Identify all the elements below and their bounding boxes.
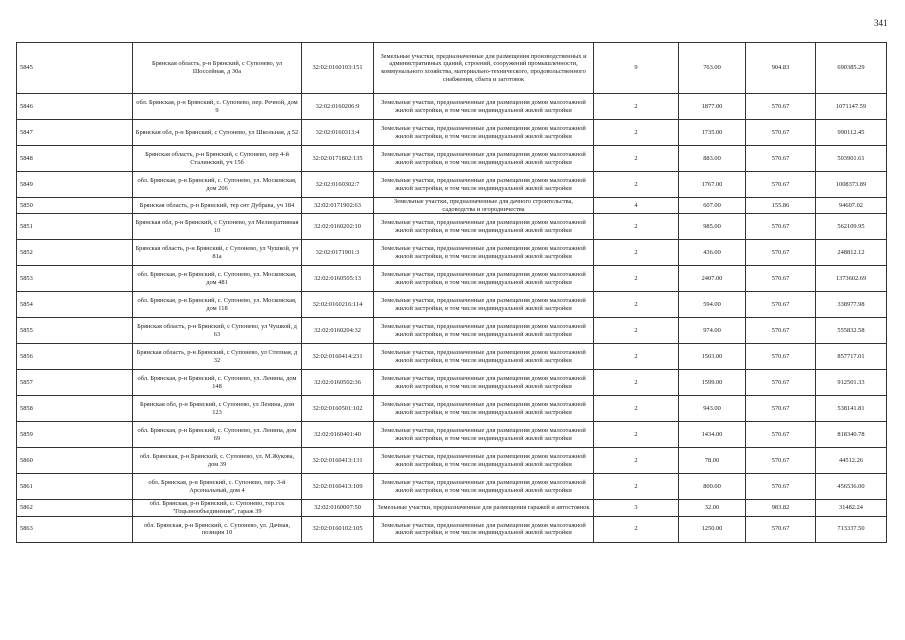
row-number-cell: 5857 <box>17 370 133 396</box>
table-row <box>17 448 887 474</box>
group-number-cell: 2 <box>594 94 679 120</box>
area-cell: 1735.00 <box>679 120 746 146</box>
specific-value-cell: 570.67 <box>746 474 816 500</box>
cadastral-value-cell: 248812.12 <box>816 240 887 266</box>
address-cell: Брянская обл, р-н Брянский, с Супонево, ул Школьная, д 52 <box>133 120 302 146</box>
specific-value-cell: 570.67 <box>746 396 816 422</box>
specific-value-cell: 570.67 <box>746 448 816 474</box>
group-number-cell: 2 <box>594 146 679 172</box>
row-number-cell: 5850 <box>17 198 133 214</box>
land-use-purpose-cell: Земельные участки, предназначенные для размещения домов малоэтажной жилой застройки, в том числе индивидуальной жилой застройки <box>374 516 594 542</box>
row-number-cell: 5853 <box>17 266 133 292</box>
table-row <box>17 344 887 370</box>
table-row <box>17 94 887 120</box>
group-number-cell: 2 <box>594 240 679 266</box>
area-cell: 883.00 <box>679 146 746 172</box>
cadastral-number-cell: 32:02:0171902:63 <box>302 198 374 214</box>
cadastral-number-cell: 32:02:0160202:10 <box>302 214 374 240</box>
group-number-cell: 2 <box>594 516 679 542</box>
land-use-purpose-cell: Земельные участки, предназначенные для размещения домов малоэтажной жилой застройки, в том числе индивидуальной жилой застройки <box>374 292 594 318</box>
area-cell: 1250.00 <box>679 516 746 542</box>
address-cell: Брянская обл, р-н Брянский, с Супонево, ул Мелиоративная 10 <box>133 214 302 240</box>
group-number-cell: 2 <box>594 370 679 396</box>
area-cell: 1503.00 <box>679 344 746 370</box>
table-row <box>17 422 887 448</box>
address-cell: обл. Брянская, р-н Брянский, с. Супонево, ул. Ленина, дом 69 <box>133 422 302 448</box>
table-body <box>17 43 887 543</box>
address-cell: Брянская область, р-н Брянский, с Супонево, ул Чушкой, уч 81а <box>133 240 302 266</box>
land-use-purpose-cell: Земельные участки, предназначенные для размещения домов малоэтажной жилой застройки, в том числе индивидуальной жилой застройки <box>374 94 594 120</box>
row-number-cell: 5845 <box>17 43 133 94</box>
row-number-cell: 5858 <box>17 396 133 422</box>
cadastral-number-cell: 32:02:0160204:32 <box>302 318 374 344</box>
land-use-purpose-cell: Земельные участки, предназначенные для размещения домов малоэтажной жилой застройки, в том числе индивидуальной жилой застройки <box>374 344 594 370</box>
specific-value-cell: 570.67 <box>746 370 816 396</box>
group-number-cell: 2 <box>594 172 679 198</box>
table-row <box>17 43 887 94</box>
area-cell: 1877.00 <box>679 94 746 120</box>
land-use-purpose-cell: Земельные участки, предназначенные для размещения домов малоэтажной жилой застройки, в том числе индивидуальной жилой застройки <box>374 240 594 266</box>
specific-value-cell: 570.67 <box>746 120 816 146</box>
specific-value-cell: 570.67 <box>746 214 816 240</box>
address-cell: Брянская область, р-н Брянский, с Супонево, пер 4-й Сталинский, уч 15б <box>133 146 302 172</box>
address-cell: обл. Брянская, р-н Брянский, с. Супонево, ул. Дачная, позиция 10 <box>133 516 302 542</box>
page-number: 341 <box>874 18 888 28</box>
group-number-cell: 2 <box>594 474 679 500</box>
address-cell: Брянская область, р-н Брянский, с Супонево, ул Степная, д 32 <box>133 344 302 370</box>
address-cell: обл. Брянская, р-н Брянский, с. Супонево, ул. Московская, дом 206 <box>133 172 302 198</box>
cadastral-value-cell: 456536.00 <box>816 474 887 500</box>
table-row <box>17 120 887 146</box>
address-cell: обл. Брянская, р-н Брянский, с. Супонево, ул. М.Жукова, дом 39 <box>133 448 302 474</box>
group-number-cell: 2 <box>594 318 679 344</box>
area-cell: 436.00 <box>679 240 746 266</box>
address-cell: Брянская область, р-н Брянский, с Супонево, ул Шоссейная, д 30а <box>133 43 302 94</box>
table-row <box>17 266 887 292</box>
land-use-purpose-cell: Земельные участки, предназначенные для размещения домов малоэтажной жилой застройки, в том числе индивидуальной жилой застройки <box>374 318 594 344</box>
cadastral-number-cell: 32:02:0160414:231 <box>302 344 374 370</box>
group-number-cell: 2 <box>594 422 679 448</box>
cadastral-value-cell: 713337.50 <box>816 516 887 542</box>
table-row <box>17 172 887 198</box>
land-use-purpose-cell: Земельные участки, предназначенные для размещения производственных и административных зданий, строений, сооружений промышленности, коммунального хозяйства, материально-технического, продовольственного снабжения, сбыта и заготовок <box>374 43 594 94</box>
row-number-cell: 5860 <box>17 448 133 474</box>
cadastral-number-cell: 32:02:0160401:40 <box>302 422 374 448</box>
address-cell: обл. Брянская, р-н Брянский, с. Супонево, ул. Московская, дом 481 <box>133 266 302 292</box>
group-number-cell: 2 <box>594 448 679 474</box>
land-use-purpose-cell: Земельные участки, предназначенные для размещения домов малоэтажной жилой застройки, в том числе индивидуальной жилой застройки <box>374 370 594 396</box>
table-row <box>17 370 887 396</box>
cadastral-value-cell: 690385.29 <box>816 43 887 94</box>
group-number-cell: 2 <box>594 214 679 240</box>
cadastral-number-cell: 32:02:0160206:9 <box>302 94 374 120</box>
area-cell: 32.00 <box>679 500 746 516</box>
land-use-purpose-cell: Земельные участки, предназначенные для размещения домов малоэтажной жилой застройки, в том числе индивидуальной жилой застройки <box>374 146 594 172</box>
group-number-cell: 4 <box>594 198 679 214</box>
group-number-cell: 2 <box>594 292 679 318</box>
cadastral-number-cell: 32:02:0160505:13 <box>302 266 374 292</box>
specific-value-cell: 570.67 <box>746 172 816 198</box>
land-use-purpose-cell: Земельные участки, предназначенные для размещения домов малоэтажной жилой застройки, в том числе индивидуальной жилой застройки <box>374 474 594 500</box>
cadastral-value-cell: 555832.58 <box>816 318 887 344</box>
cadastral-value-cell: 94607.02 <box>816 198 887 214</box>
group-number-cell: 9 <box>594 43 679 94</box>
specific-value-cell: 570.67 <box>746 94 816 120</box>
specific-value-cell: 155.86 <box>746 198 816 214</box>
row-number-cell: 5854 <box>17 292 133 318</box>
area-cell: 1599.00 <box>679 370 746 396</box>
cadastral-number-cell: 32:02:0160413:131 <box>302 448 374 474</box>
area-cell: 800.00 <box>679 474 746 500</box>
specific-value-cell: 570.67 <box>746 266 816 292</box>
land-use-purpose-cell: Земельные участки, предназначенные для размещения домов малоэтажной жилой застройки, в том числе индивидуальной жилой застройки <box>374 120 594 146</box>
specific-value-cell: 570.67 <box>746 422 816 448</box>
specific-value-cell: 570.67 <box>746 292 816 318</box>
area-cell: 1767.00 <box>679 172 746 198</box>
cadastral-number-cell: 32:02:0160501:102 <box>302 396 374 422</box>
cadastral-number-cell: 32:02:0171901:3 <box>302 240 374 266</box>
address-cell: Брянская область, р-н Брянский, с Супонево, ул Чушкой, д 63 <box>133 318 302 344</box>
row-number-cell: 5859 <box>17 422 133 448</box>
table-row <box>17 146 887 172</box>
specific-value-cell: 570.67 <box>746 516 816 542</box>
area-cell: 594.00 <box>679 292 746 318</box>
specific-value-cell: 570.67 <box>746 344 816 370</box>
cadastral-number-cell: 32:02:0160413:109 <box>302 474 374 500</box>
cadastral-number-cell: 32:02:0160103:151 <box>302 43 374 94</box>
address-cell: обл. Брянская, р-н Брянский, с. Супонево, ул. Московская, дом 118 <box>133 292 302 318</box>
row-number-cell: 5852 <box>17 240 133 266</box>
cadastral-value-cell: 1373602.69 <box>816 266 887 292</box>
table-row <box>17 500 887 516</box>
group-number-cell: 2 <box>594 266 679 292</box>
cadastral-value-cell: 538141.81 <box>816 396 887 422</box>
address-cell: обл. Брянская, р-н Брянский, с. Супонево, пер. 3-й Арсенальный, дом 4 <box>133 474 302 500</box>
area-cell: 607.00 <box>679 198 746 214</box>
area-cell: 78.00 <box>679 448 746 474</box>
land-use-purpose-cell: Земельные участки, предназначенные для размещения домов малоэтажной жилой застройки, в том числе индивидуальной жилой застройки <box>374 422 594 448</box>
cadastral-value-cell: 503901.61 <box>816 146 887 172</box>
area-cell: 2407.00 <box>679 266 746 292</box>
cadastral-value-cell: 990112.45 <box>816 120 887 146</box>
group-number-cell: 2 <box>594 396 679 422</box>
row-number-cell: 5846 <box>17 94 133 120</box>
group-number-cell: 3 <box>594 500 679 516</box>
specific-value-cell: 983.82 <box>746 500 816 516</box>
land-use-purpose-cell: Земельные участки, предназначенные для размещения домов малоэтажной жилой застройки, в том числе индивидуальной жилой застройки <box>374 266 594 292</box>
group-number-cell: 2 <box>594 344 679 370</box>
row-number-cell: 5855 <box>17 318 133 344</box>
table-row <box>17 292 887 318</box>
land-use-purpose-cell: Земельные участки, предназначенные для размещения домов малоэтажной жилой застройки, в том числе индивидуальной жилой застройки <box>374 396 594 422</box>
cadastral-number-cell: 32:02:0160102:105 <box>302 516 374 542</box>
land-use-purpose-cell: Земельные участки, предназначенные для размещения гаражей и автостоянок <box>374 500 594 516</box>
row-number-cell: 5848 <box>17 146 133 172</box>
table-row <box>17 240 887 266</box>
row-number-cell: 5849 <box>17 172 133 198</box>
land-use-purpose-cell: Земельные участки, предназначенные для размещения домов малоэтажной жилой застройки, в том числе индивидуальной жилой застройки <box>374 448 594 474</box>
land-use-purpose-cell: Земельные участки, предназначенные для дачного строительства, садоводства и огородничества <box>374 198 594 214</box>
table-row <box>17 396 887 422</box>
address-cell: обл. Брянская, р-н Брянский, с. Супонево, пер. Речной, дом 9 <box>133 94 302 120</box>
cadastral-value-cell: 1071147.59 <box>816 94 887 120</box>
area-cell: 943.00 <box>679 396 746 422</box>
cadastral-number-cell: 32:02:0171802:135 <box>302 146 374 172</box>
cadastral-value-cell: 857717.01 <box>816 344 887 370</box>
area-cell: 974.00 <box>679 318 746 344</box>
cadastral-number-cell: 32:02:0160502:36 <box>302 370 374 396</box>
area-cell: 763.00 <box>679 43 746 94</box>
row-number-cell: 5856 <box>17 344 133 370</box>
row-number-cell: 5861 <box>17 474 133 500</box>
table-row <box>17 198 887 214</box>
cadastral-value-cell: 912501.33 <box>816 370 887 396</box>
specific-value-cell: 570.67 <box>746 318 816 344</box>
cadastral-value-cell: 1008373.89 <box>816 172 887 198</box>
specific-value-cell: 570.67 <box>746 146 816 172</box>
row-number-cell: 5847 <box>17 120 133 146</box>
cadastral-number-cell: 32:02:0160302:7 <box>302 172 374 198</box>
cadastral-number-cell: 32:02:0160007:50 <box>302 500 374 516</box>
cadastral-number-cell: 32:02:0160313:4 <box>302 120 374 146</box>
cadastral-value-table <box>16 42 887 543</box>
row-number-cell: 5863 <box>17 516 133 542</box>
cadastral-number-cell: 32:02:0160216:114 <box>302 292 374 318</box>
land-use-purpose-cell: Земельные участки, предназначенные для размещения домов малоэтажной жилой застройки, в том числе индивидуальной жилой застройки <box>374 214 594 240</box>
group-number-cell: 2 <box>594 120 679 146</box>
cadastral-value-cell: 31482.24 <box>816 500 887 516</box>
row-number-cell: 5862 <box>17 500 133 516</box>
area-cell: 985.00 <box>679 214 746 240</box>
land-use-purpose-cell: Земельные участки, предназначенные для размещения домов малоэтажной жилой застройки, в том числе индивидуальной жилой застройки <box>374 172 594 198</box>
area-cell: 1434.00 <box>679 422 746 448</box>
address-cell: Брянская область, р-н Брянский, тер снт Дубрава, уч 184 <box>133 198 302 214</box>
row-number-cell: 5851 <box>17 214 133 240</box>
address-cell: Брянская обл, р-н Брянский, с Супонево, ул Ленина, дом 123 <box>133 396 302 422</box>
table-row <box>17 516 887 542</box>
cadastral-value-cell: 338977.98 <box>816 292 887 318</box>
table-row <box>17 318 887 344</box>
table-row <box>17 474 887 500</box>
cadastral-value-cell: 562109.95 <box>816 214 887 240</box>
address-cell: обл. Брянская, р-н Брянский, с. Супонево, ул. Ленина, дом 148 <box>133 370 302 396</box>
address-cell: обл. Брянская, р-н Брянский, с. Супонево, тер.гск "Гоцьзнообъединение", гараж 39 <box>133 500 302 516</box>
cadastral-value-cell: 44512.26 <box>816 448 887 474</box>
specific-value-cell: 570.67 <box>746 240 816 266</box>
cadastral-value-cell: 818340.78 <box>816 422 887 448</box>
table-row <box>17 214 887 240</box>
specific-value-cell: 904.83 <box>746 43 816 94</box>
